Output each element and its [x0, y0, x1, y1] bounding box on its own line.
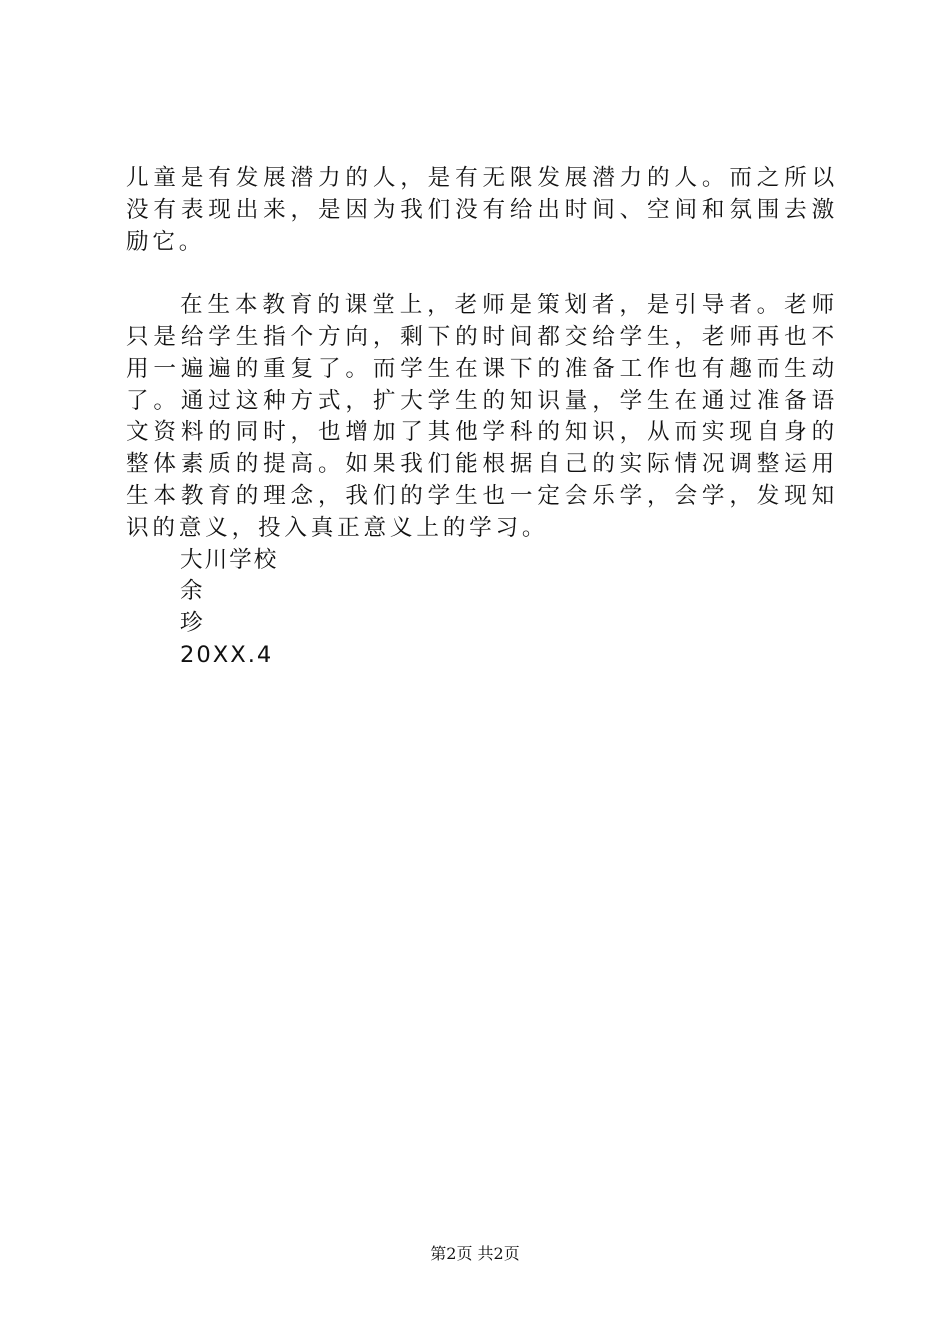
document-body [126, 163, 838, 672]
signature-school: 大川学校 [180, 546, 279, 573]
page-footer: 第2页 共2页 [430, 1244, 520, 1263]
signature-date: 20XX.4 [180, 641, 274, 668]
paragraph-2: 在生本教育的课堂上，老师是策划者，是引导者。老师只是给学生指个方向，剩下的时间都交给学生，老师再也不用一遍遍的重复了。而学生在课下的准备工作也有趣而生动了。通过这种方式，扩大学生的知识量，学生在通过准备语文资料的同时，也增加了其他学科的知识，从而实现自身的整体素质的提高。如果我们能根据自己的实际情况调整运用生本教育的理念，我们的学生也一定会乐学，会学，发现知识的意义，投入真正意义上的学习。 [126, 292, 838, 541]
signature-name-line-1: 余 [180, 578, 205, 605]
signature-name-line-2: 珍 [180, 610, 205, 637]
paragraph-1: 儿童是有发展潜力的人，是有无限发展潜力的人。而之所以没有表现出来，是因为我们没有给出时间、空间和氛围去激励它。 [126, 165, 838, 255]
